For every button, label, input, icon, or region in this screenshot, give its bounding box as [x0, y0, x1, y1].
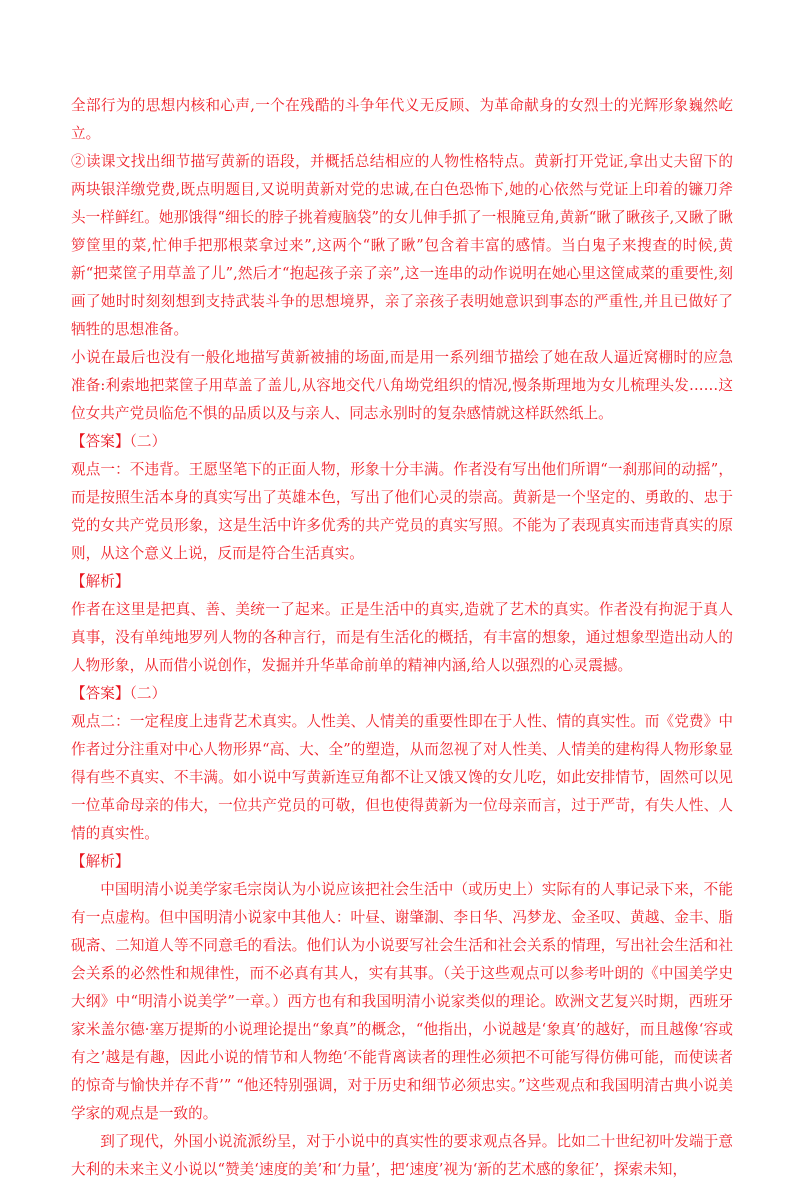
analysis-heading-2: 【解析】	[71, 853, 130, 870]
answer-heading-1	[71, 428, 733, 456]
paragraph-detail-analysis: ②读课文找出细节描写黄新的语段，并概括总结相应的人物性格特点。黄新打开党证,拿出丈夫留下的两块银洋缴党费,既点明题目,又说明黄新对党的忠诚,在白色恐怖下,她的心依然与党证上印着的镰刀斧头一样鲜红。她那饿得“细长的脖子挑着瘦脑袋”的女儿伸手抓了一根腌豆角,黄新“瞅了瞅孩子,又瞅了瞅箩筐里的菜,忙伸手把那根菜拿过来”,这两个“瞅了瞅”包含着丰富的感情。当白鬼子来搜查的时候,黄新“把菜筐子用草盖了儿”,然后才“抱起孩子亲了亲”,这一连串的动作说明在她心里这筐咸菜的重要性,刻画了她时时刻刻想到支持武装斗争的思想境界，亲了亲孩子表明她意识到事态的严重性,并且已做好了牺牲的思想准备。	[71, 153, 733, 338]
answer-text-1: 观点一：不违背。王愿坚笔下的正面人物，形象十分丰满。作者没有写出他们所谓“一刹那间的动摇”，而是按照生活本身的真实写出了英雄本色，写出了他们心灵的崇高。黄新是一个坚定的、勇敢的、忠于党的女共产党员形象，这是生活中许多优秀的共产党员的真实写照。不能为了表现真实而违背真实的原则，从这个意义上说，反而是符合生活真实。	[71, 461, 733, 562]
paragraph-ending-analysis: 小说在最后也没有一般化地描写黄新被捕的场面,而是用一系列细节描绘了她在敌人逼近窝棚时的应急准备:利索地把菜筐子用草盖了盖儿,从容地交代八角坳党组织的情况,慢条斯理地为女儿梳理头发……这位女共产党员临危不惧的品质以及与亲人、同志永别时的复杂感情就这样跃然纸上。	[71, 349, 733, 422]
answer-number: （二）	[129, 433, 167, 450]
answer-number: （二）	[129, 685, 167, 702]
answer-heading-2	[71, 680, 733, 708]
analysis-text-1: 作者在这里是把真、善、美统一了起来。正是生活中的真实,造就了艺术的真实。作者没有拘泥于真人真事，没有单纯地罗列人物的各种言行，而是有生活化的概括，有丰富的想象，通过想象型造出动人的人物形象，从而借小说创作，发掘并升华革命前单的精神内涵,给人以强烈的心灵震撼。	[71, 601, 733, 674]
analysis-text-2-para-1: 中国明清小说美学家毛宗岗认为小说应该把社会生活中（或历史上）实际有的人事记录下来，不能有一点虚构。但中国明清小说家中其他人：叶昼、谢肇淛、李日华、冯梦龙、金圣叹、黄越、金丰、脂砚斋、二知道人等不同意毛的看法。他们认为小说要写社会生活和社会关系的情理，写出社会生活和社会关系的必然性和规律性，而不必真有其人，实有其事。（关于这些观点可以参考叶朗的《中国美学史大纲》中“明清小说美学”一章。）西方也有和我国明清小说家类似的理论。欧洲文艺复兴时期，西班牙家米盖尔德·塞万提斯的小说理论提出“象真”的概念，“他指出，小说越是‘象真’的越好，而且越像‘容或有之’越是有趣，因此小说的情节和人物绝‘不能背离读者的理性必须把不可能写得仿佛可能，而使读者的惊奇与愉快并存不背’” “他还特别强调，对于历史和细节必须忠实。”这些观点和我国明清古典小说美学家的观点是一致的。	[71, 881, 733, 1122]
paragraph-conclusion: 全部行为的思想内核和心声,一个在残酷的斗争年代义无反顾、为革命献身的女烈士的光辉形象巍然屹立。	[71, 97, 733, 142]
analysis-heading-1: 【解析】	[71, 573, 130, 590]
analysis-text-2-para-2: 到了现代，外国小说流派纷呈，对于小说中的真实性的要求观点各异。比如二十世纪初叶发端于意大利的未来主义小说以“赞美‘速度的美’和‘力量’，把‘速度’视为‘新的艺术感的象征’，探索未知，	[71, 1133, 733, 1178]
answer-label: 【答案】	[71, 685, 130, 702]
answer-label: 【答案】	[71, 433, 130, 450]
document-page	[71, 92, 733, 1184]
answer-text-2: 观点二：一定程度上违背艺术真实。人性美、人情美的重要性即在于人性、情的真实性。而《党费》中作者过分注重对中心人物形界“高、大、全”的塑造，从而忽视了对人性美、人情美的建构得人物形象显得有些不真实、不丰满。如小说中写黄新连豆角都不让又饿又馋的女儿吃，如此安排情节，固然可以见一位革命母亲的伟大，一位共产党员的可敬，但也使得黄新为一位母亲而言，过于严苛，有失人性、人情的真实性。	[71, 713, 733, 842]
